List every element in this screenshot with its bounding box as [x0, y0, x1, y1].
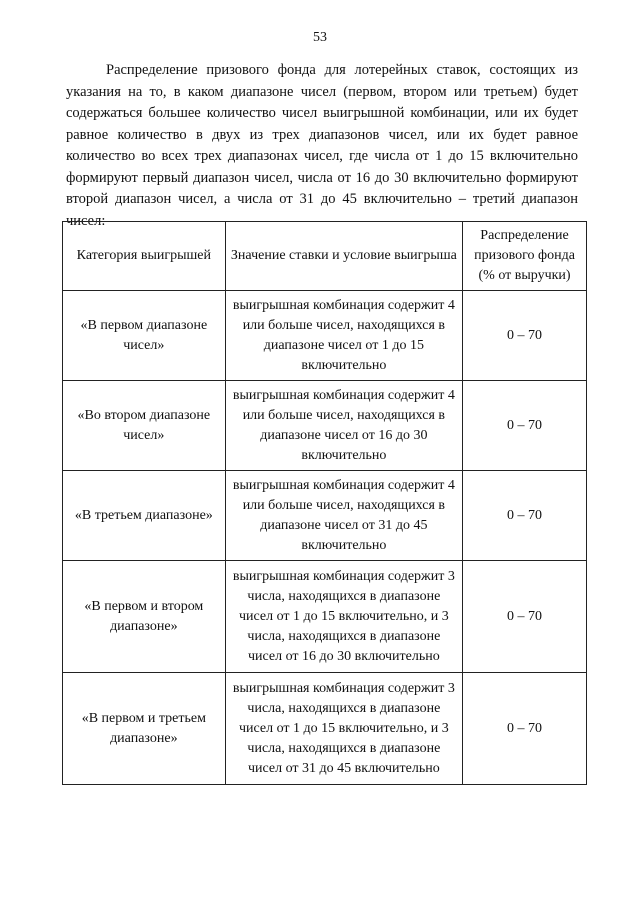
- distribution-cell: 0 – 70: [463, 673, 587, 785]
- table-row: [63, 381, 587, 471]
- distribution-cell: 0 – 70: [463, 471, 587, 561]
- table-row: [63, 561, 587, 673]
- distribution-cell: 0 – 70: [463, 381, 587, 471]
- table-row: [63, 291, 587, 381]
- distribution-cell: 0 – 70: [463, 291, 587, 381]
- table-row: [63, 471, 587, 561]
- header-condition: Значение ставки и условие выигрыша: [225, 222, 462, 291]
- distribution-cell: 0 – 70: [463, 561, 587, 673]
- header-distribution: Распределение призового фонда (% от выручки): [463, 222, 587, 291]
- condition-cell: выигрышная комбинация содержит 4 или больше чисел, находящихся в диапазоне чисел от 31 до 45 включительно: [225, 471, 462, 561]
- prize-distribution-table: [62, 221, 587, 785]
- category-cell: «В первом диапазоне чисел»: [63, 291, 226, 381]
- condition-cell: выигрышная комбинация содержит 4 или больше чисел, находящихся в диапазоне чисел от 16 до 30 включительно: [225, 381, 462, 471]
- table-row: [63, 673, 587, 785]
- condition-cell: выигрышная комбинация содержит 3 числа, находящихся в диапазоне чисел от 1 до 15 включительно, и 3 числа, находящихся в диапазоне чисел от 16 до 30 включительно: [225, 561, 462, 673]
- category-cell: «В первом и третьем диапазоне»: [63, 673, 226, 785]
- intro-paragraph: Распределение призового фонда для лотерейных ставок, состоящих из указания на то, в каком диапазоне чисел (первом, втором или третьем) будет содержаться большее количество чисел выигрышной комбинации, или их будет равное количество в двух из трех диапазонов чисел, или их будет равное количество во всех трех диапазонах чисел, где числа от 1 до 15 включительно формируют первый диапазон чисел, числа от 16 до 30 включительно формируют второй диапазон чисел, а числа от 31 до 45 включительно – третий диапазон чисел:: [66, 62, 578, 229]
- page-number: 53: [313, 30, 327, 45]
- category-cell: «В третьем диапазоне»: [63, 471, 226, 561]
- table-header-row: [63, 222, 587, 291]
- header-category: Категория выигрышей: [63, 222, 226, 291]
- category-cell: «В первом и втором диапазоне»: [63, 561, 226, 673]
- condition-cell: выигрышная комбинация содержит 3 числа, находящихся в диапазоне чисел от 1 до 15 включительно, и 3 числа, находящихся в диапазоне чисел от 31 до 45 включительно: [225, 673, 462, 785]
- category-cell: «Во втором диапазоне чисел»: [63, 381, 226, 471]
- condition-cell: выигрышная комбинация содержит 4 или больше чисел, находящихся в диапазоне чисел от 1 до 15 включительно: [225, 291, 462, 381]
